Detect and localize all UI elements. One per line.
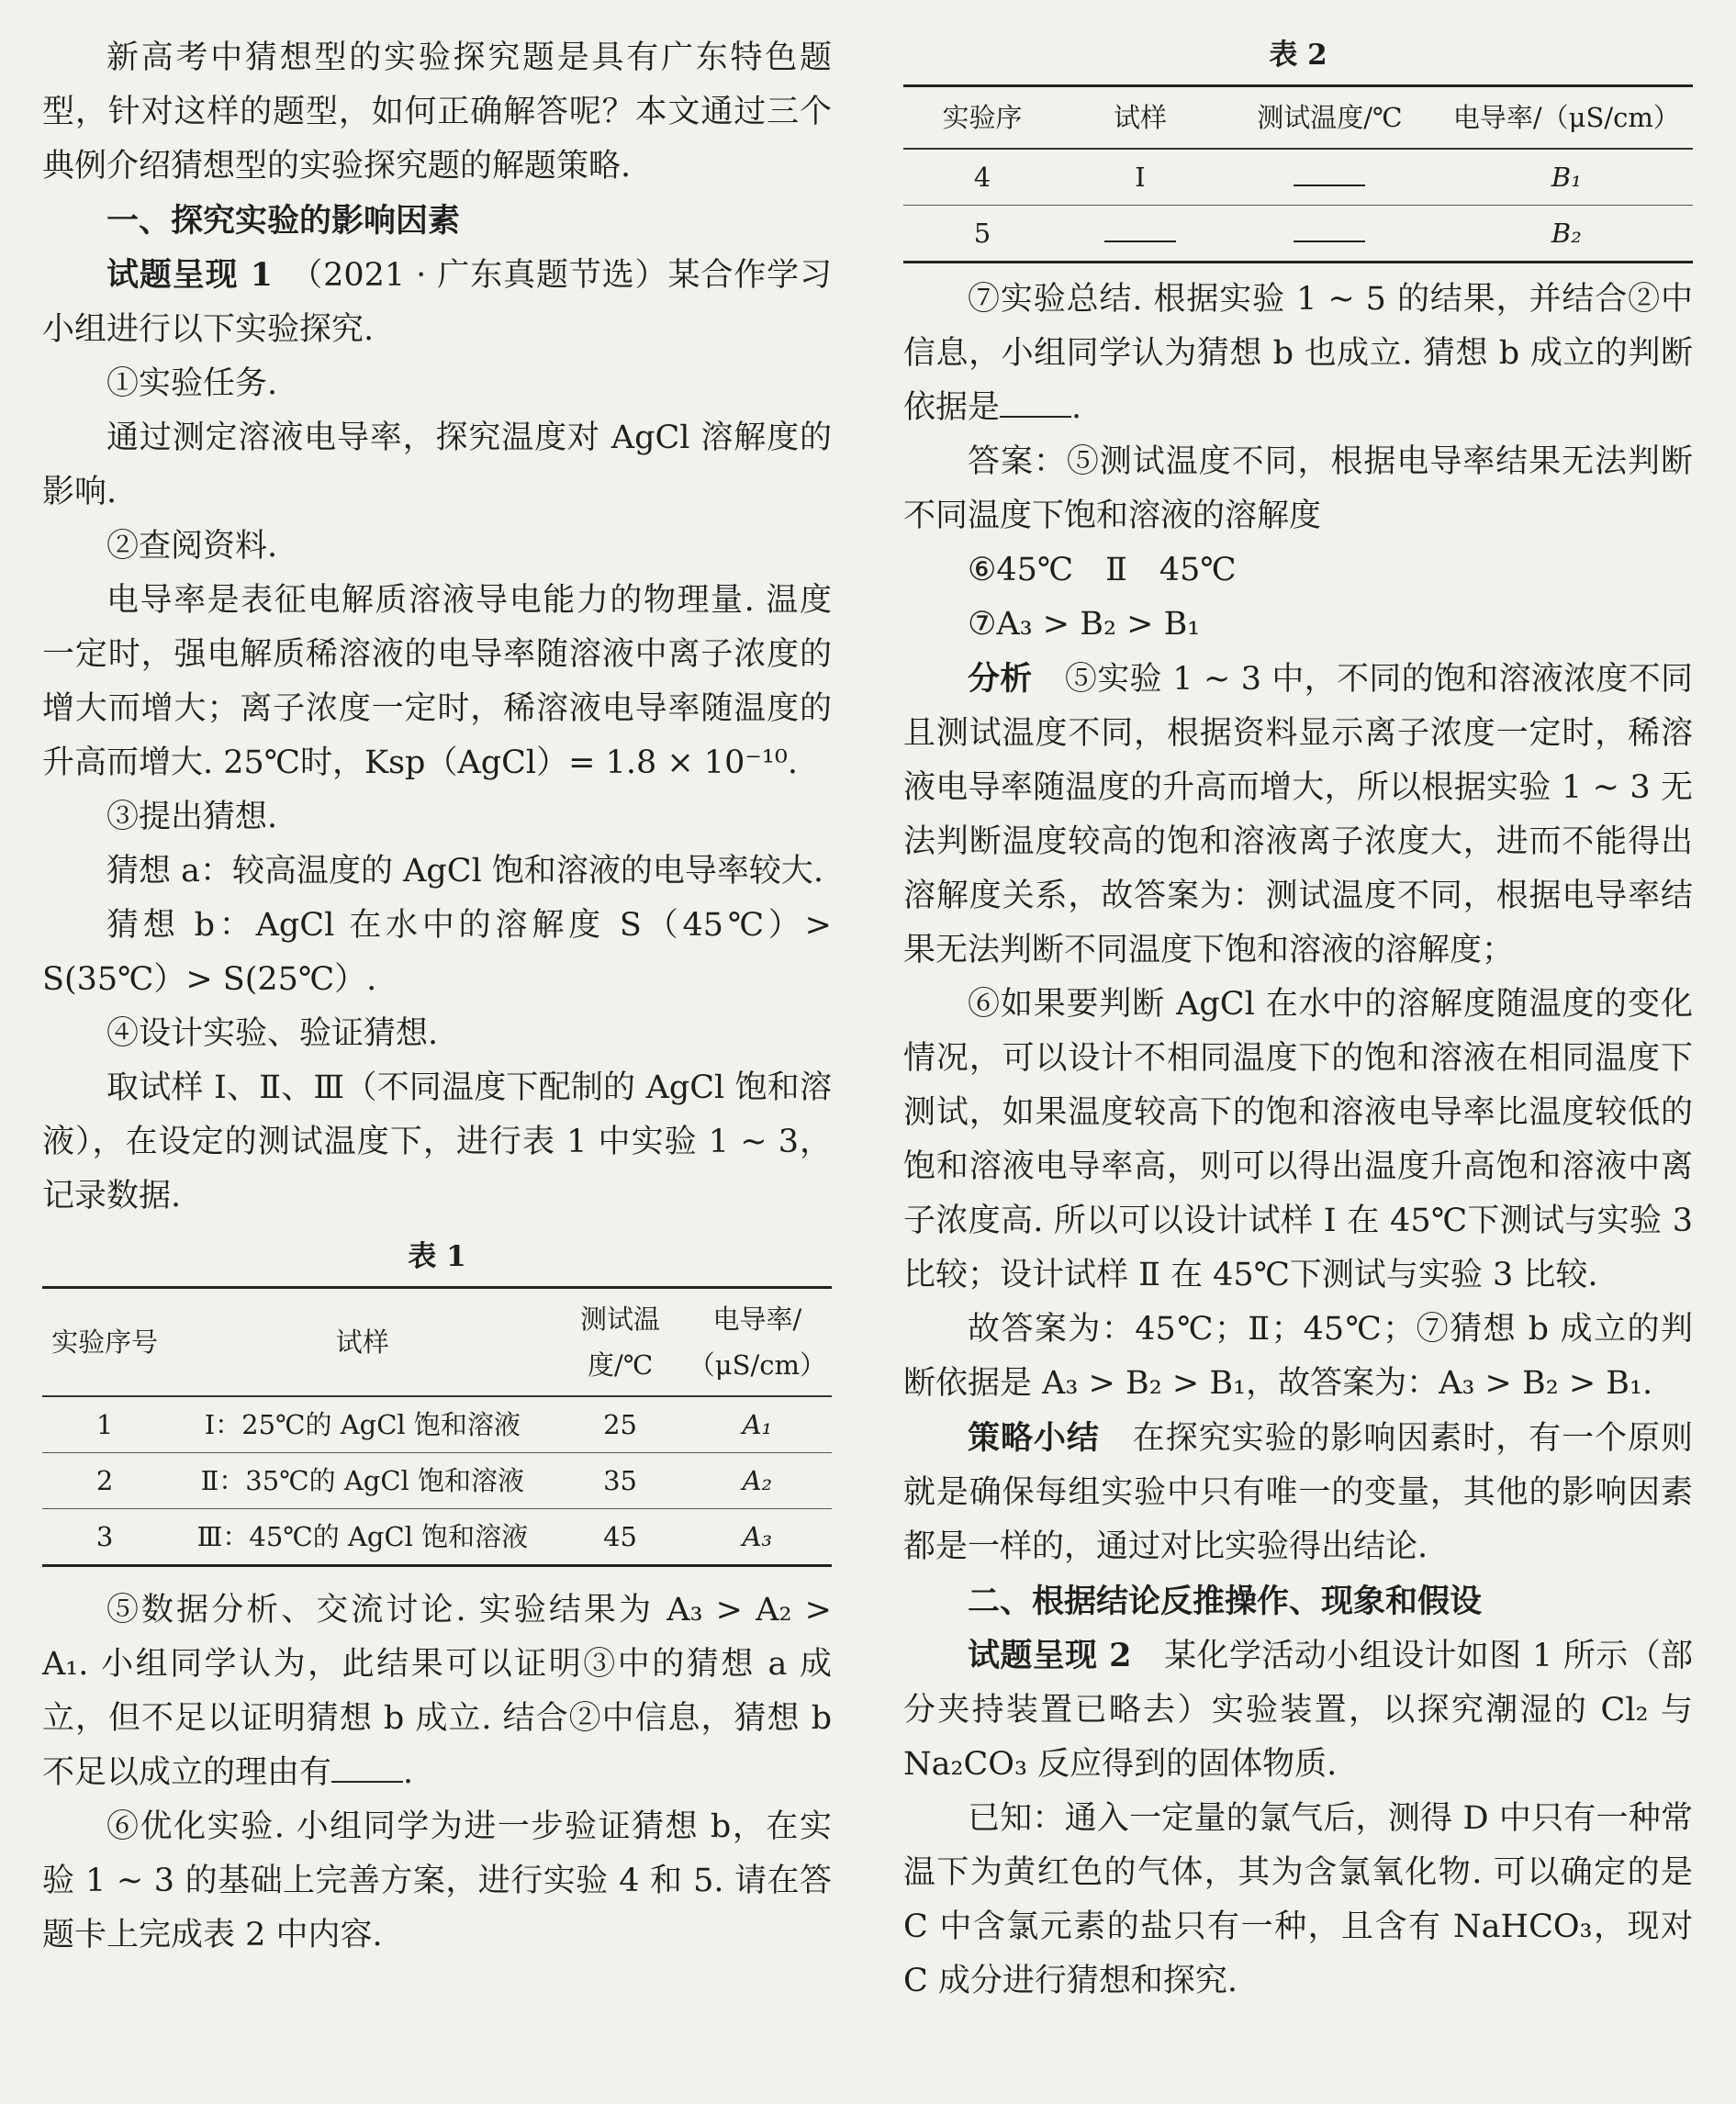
table-cell-blank <box>1219 149 1440 206</box>
answer-blank <box>1294 213 1365 242</box>
answer-blank <box>331 1753 403 1783</box>
answer-paragraph: 答案：⑤测试温度不同，根据电导率结果无法判断不同温度下饱和溶液的溶解度 <box>903 443 1693 534</box>
table-cell: 1 <box>42 1396 167 1453</box>
table-cell: B₁ <box>1440 149 1693 206</box>
table-cell: Ⅰ <box>1061 149 1219 206</box>
question-1-text: （2021 · 广东真题节选）某合作学习小组进行以下实验探究. <box>42 257 832 348</box>
table-cell: A₁ <box>683 1396 832 1453</box>
answer-7: ⑦A₃ > B₂ > B₁ <box>968 606 1201 643</box>
question-2-known: 已知：通入一定量的氯气后，测得 D 中只有一种常温下为黄红色的气体，其为含氯氧化物. 可以确定的是 C 中含氯元素的盐只有一种，且含有 NaHCO₃，现对 C 成分进行猜想和探究. <box>903 1800 1693 1999</box>
question-1-label: 试题呈现 1 <box>106 256 273 294</box>
question-2-intro <box>903 1628 1693 1792</box>
table-2-caption: 表 2 <box>1269 39 1327 72</box>
table-2 <box>903 84 1693 263</box>
table-cell: A₃ <box>742 1521 773 1552</box>
section-heading-1: 一、探究实验的影响因素 <box>106 202 461 240</box>
table-cell-blank <box>1061 206 1219 263</box>
step-5-text <box>42 1584 832 1800</box>
step-7-text <box>903 273 1693 435</box>
table-2-header-row <box>903 86 1693 150</box>
table-row <box>42 1453 832 1509</box>
step-4-text: 取试样 Ⅰ、Ⅱ、Ⅲ（不同温度下配制的 AgCl 饱和溶液），在设定的测试温度下，进行表 1 中实验 1 ~ 3，记录数据. <box>42 1069 832 1214</box>
table-1-header: 测试温度/℃ <box>557 1288 682 1397</box>
table-row <box>42 1396 832 1453</box>
analysis-text-1: ⑤实验 1 ~ 3 中，不同的饱和溶液浓度不同且测试温度不同，根据资料显示离子浓度一定时，稀溶液电导率随温度的升高而增大，所以根据实验 1 ~ 3 无法判断温度较高的饱和溶液离子浓度大，进而不能得出溶解度关系，故答案为：测试温度不同，根据电导率结果无法判断不同温度下饱和溶液的溶解度； <box>903 661 1693 968</box>
table-cell: 5 <box>973 218 991 249</box>
step-6-text: ⑥优化实验. 小组同学为进一步验证猜想 b，在实验 1 ~ 3 的基础上完善方案，进行实验 4 和 5. 请在答题卡上完成表 2 中内容. <box>42 1808 832 1953</box>
table-cell: Ⅰ：25℃的 AgCl 饱和溶液 <box>167 1396 557 1453</box>
table-cell: Ⅲ：45℃的 AgCl 饱和溶液 <box>196 1521 529 1552</box>
table-cell: 45 <box>603 1521 638 1552</box>
table-cell: B₂ <box>1551 218 1582 249</box>
table-1-header: 试样 <box>167 1288 557 1397</box>
table-cell: Ⅱ：35℃的 AgCl 饱和溶液 <box>167 1453 557 1509</box>
right-column <box>903 31 1693 2009</box>
step-5-body: ⑤数据分析、交流讨论. 实验结果为 A₃ > A₂ > A₁. 小组同学认为，此结果可以证明③中的猜想 a 成立，但不足以证明猜想 b 成立. 结合②中信息，猜想 b 不足以成立的理由有 <box>42 1592 832 1791</box>
table-cell: 25 <box>557 1396 682 1453</box>
step-7-body: ⑦实验总结. 根据实验 1 ~ 5 的结果，并结合②中信息，小组同学认为猜想 b 也成立. 猜想 b 成立的判断依据是 <box>903 281 1693 426</box>
step-1-title: ①实验任务. <box>106 365 278 402</box>
table-2-header: 试样 <box>1061 86 1219 150</box>
table-cell-blank <box>1219 206 1440 263</box>
left-column <box>42 31 832 1963</box>
analysis-label: 分析 <box>968 660 1033 698</box>
question-2-text: 某化学活动小组设计如图 1 所示（部分夹持装置已略去）实验装置，以探究潮湿的 Cl₂ 与 Na₂CO₃ 反应得到的固体物质. <box>903 1638 1693 1783</box>
table-row <box>42 1509 832 1566</box>
step-7-end: . <box>1071 389 1082 426</box>
table-cell: A₂ <box>683 1453 832 1509</box>
answer-blank <box>1104 213 1176 242</box>
step-4-title: ④设计实验、验证猜想. <box>106 1015 439 1052</box>
guess-a: 猜想 a：较高温度的 AgCl 饱和溶液的电导率较大. <box>106 853 824 890</box>
guess-b: 猜想 b：AgCl 在水中的溶解度 S（45℃）> S(35℃）> S(25℃）. <box>42 907 832 998</box>
table-row <box>903 149 1693 206</box>
table-1 <box>42 1286 832 1567</box>
intro-paragraph: 新高考中猜想型的实验探究题是具有广东特色题型，针对这样的题型，如何正确解答呢？本文通过三个典例介绍猜想型的实验探究题的解题策略. <box>42 39 832 185</box>
step-2-title: ②查阅资料. <box>106 528 278 565</box>
table-row <box>903 206 1693 263</box>
table-1-caption: 表 1 <box>408 1240 466 1273</box>
answer-blank <box>1294 157 1365 186</box>
table-cell: 35 <box>557 1453 682 1509</box>
answer-blank <box>1000 388 1071 418</box>
question-2-label: 试题呈现 2 <box>968 1637 1132 1674</box>
step-3-title: ③提出猜想. <box>106 799 278 835</box>
question-1-intro <box>42 248 832 357</box>
section-heading-2: 二、根据结论反推操作、现象和假设 <box>968 1583 1483 1620</box>
table-1-header-row <box>42 1288 832 1397</box>
table-cell: 3 <box>95 1521 114 1552</box>
analysis-paragraph-2: ⑥如果要判断 AgCl 在水中的溶解度随温度的变化情况，可以设计不相同温度下的饱和溶液在相同温度下测试，如果温度较高下的饱和溶液电导率比温度较低的饱和溶液电导率高，则可以得出温度升高饱和溶液中离子浓度高. 所以可以设计试样 Ⅰ 在 45℃下测试与实验 3 比较；设计试样 Ⅱ 在 45℃下测试与实验 3 比较. <box>903 986 1693 1293</box>
table-1-header: 电导率/（μS/cm） <box>683 1288 832 1397</box>
analysis-paragraph-3: 故答案为：45℃；Ⅱ；45℃；⑦猜想 b 成立的判断依据是 A₃ > B₂ > B₁，故答案为：A₃ > B₂ > B₁. <box>903 1311 1693 1402</box>
table-1-header: 实验序号 <box>42 1288 167 1397</box>
table-cell: 4 <box>903 149 1061 206</box>
strategy-text: 在探究实验的影响因素时，有一个原则就是确保每组实验中只有唯一的变量，其他的影响因素都是一样的，通过对比实验得出结论. <box>903 1420 1693 1565</box>
strategy-label: 策略小结 <box>968 1419 1100 1457</box>
table-cell: 2 <box>42 1453 167 1509</box>
answer-6: ⑥45℃ Ⅱ 45℃ <box>968 552 1237 588</box>
step-2-text: 电导率是表征电解质溶液导电能力的物理量. 温度一定时，强电解质稀溶液的电导率随溶液中离子浓度的增大而增大；离子浓度一定时，稀溶液电导率随温度的升高而增大. 25℃时，Ksp（AgCl）= 1.8 × 10⁻¹⁰. <box>42 582 832 781</box>
strategy-paragraph <box>903 1411 1693 1574</box>
table-2-header: 实验序 <box>903 86 1061 150</box>
step-5-end: . <box>403 1754 414 1791</box>
step-1-text: 通过测定溶液电导率，探究温度对 AgCl 溶解度的影响. <box>42 420 832 510</box>
table-2-header: 测试温度/℃ <box>1219 86 1440 150</box>
analysis-paragraph-1 <box>903 652 1693 978</box>
table-2-header: 电导率/（μS/cm） <box>1440 86 1693 150</box>
